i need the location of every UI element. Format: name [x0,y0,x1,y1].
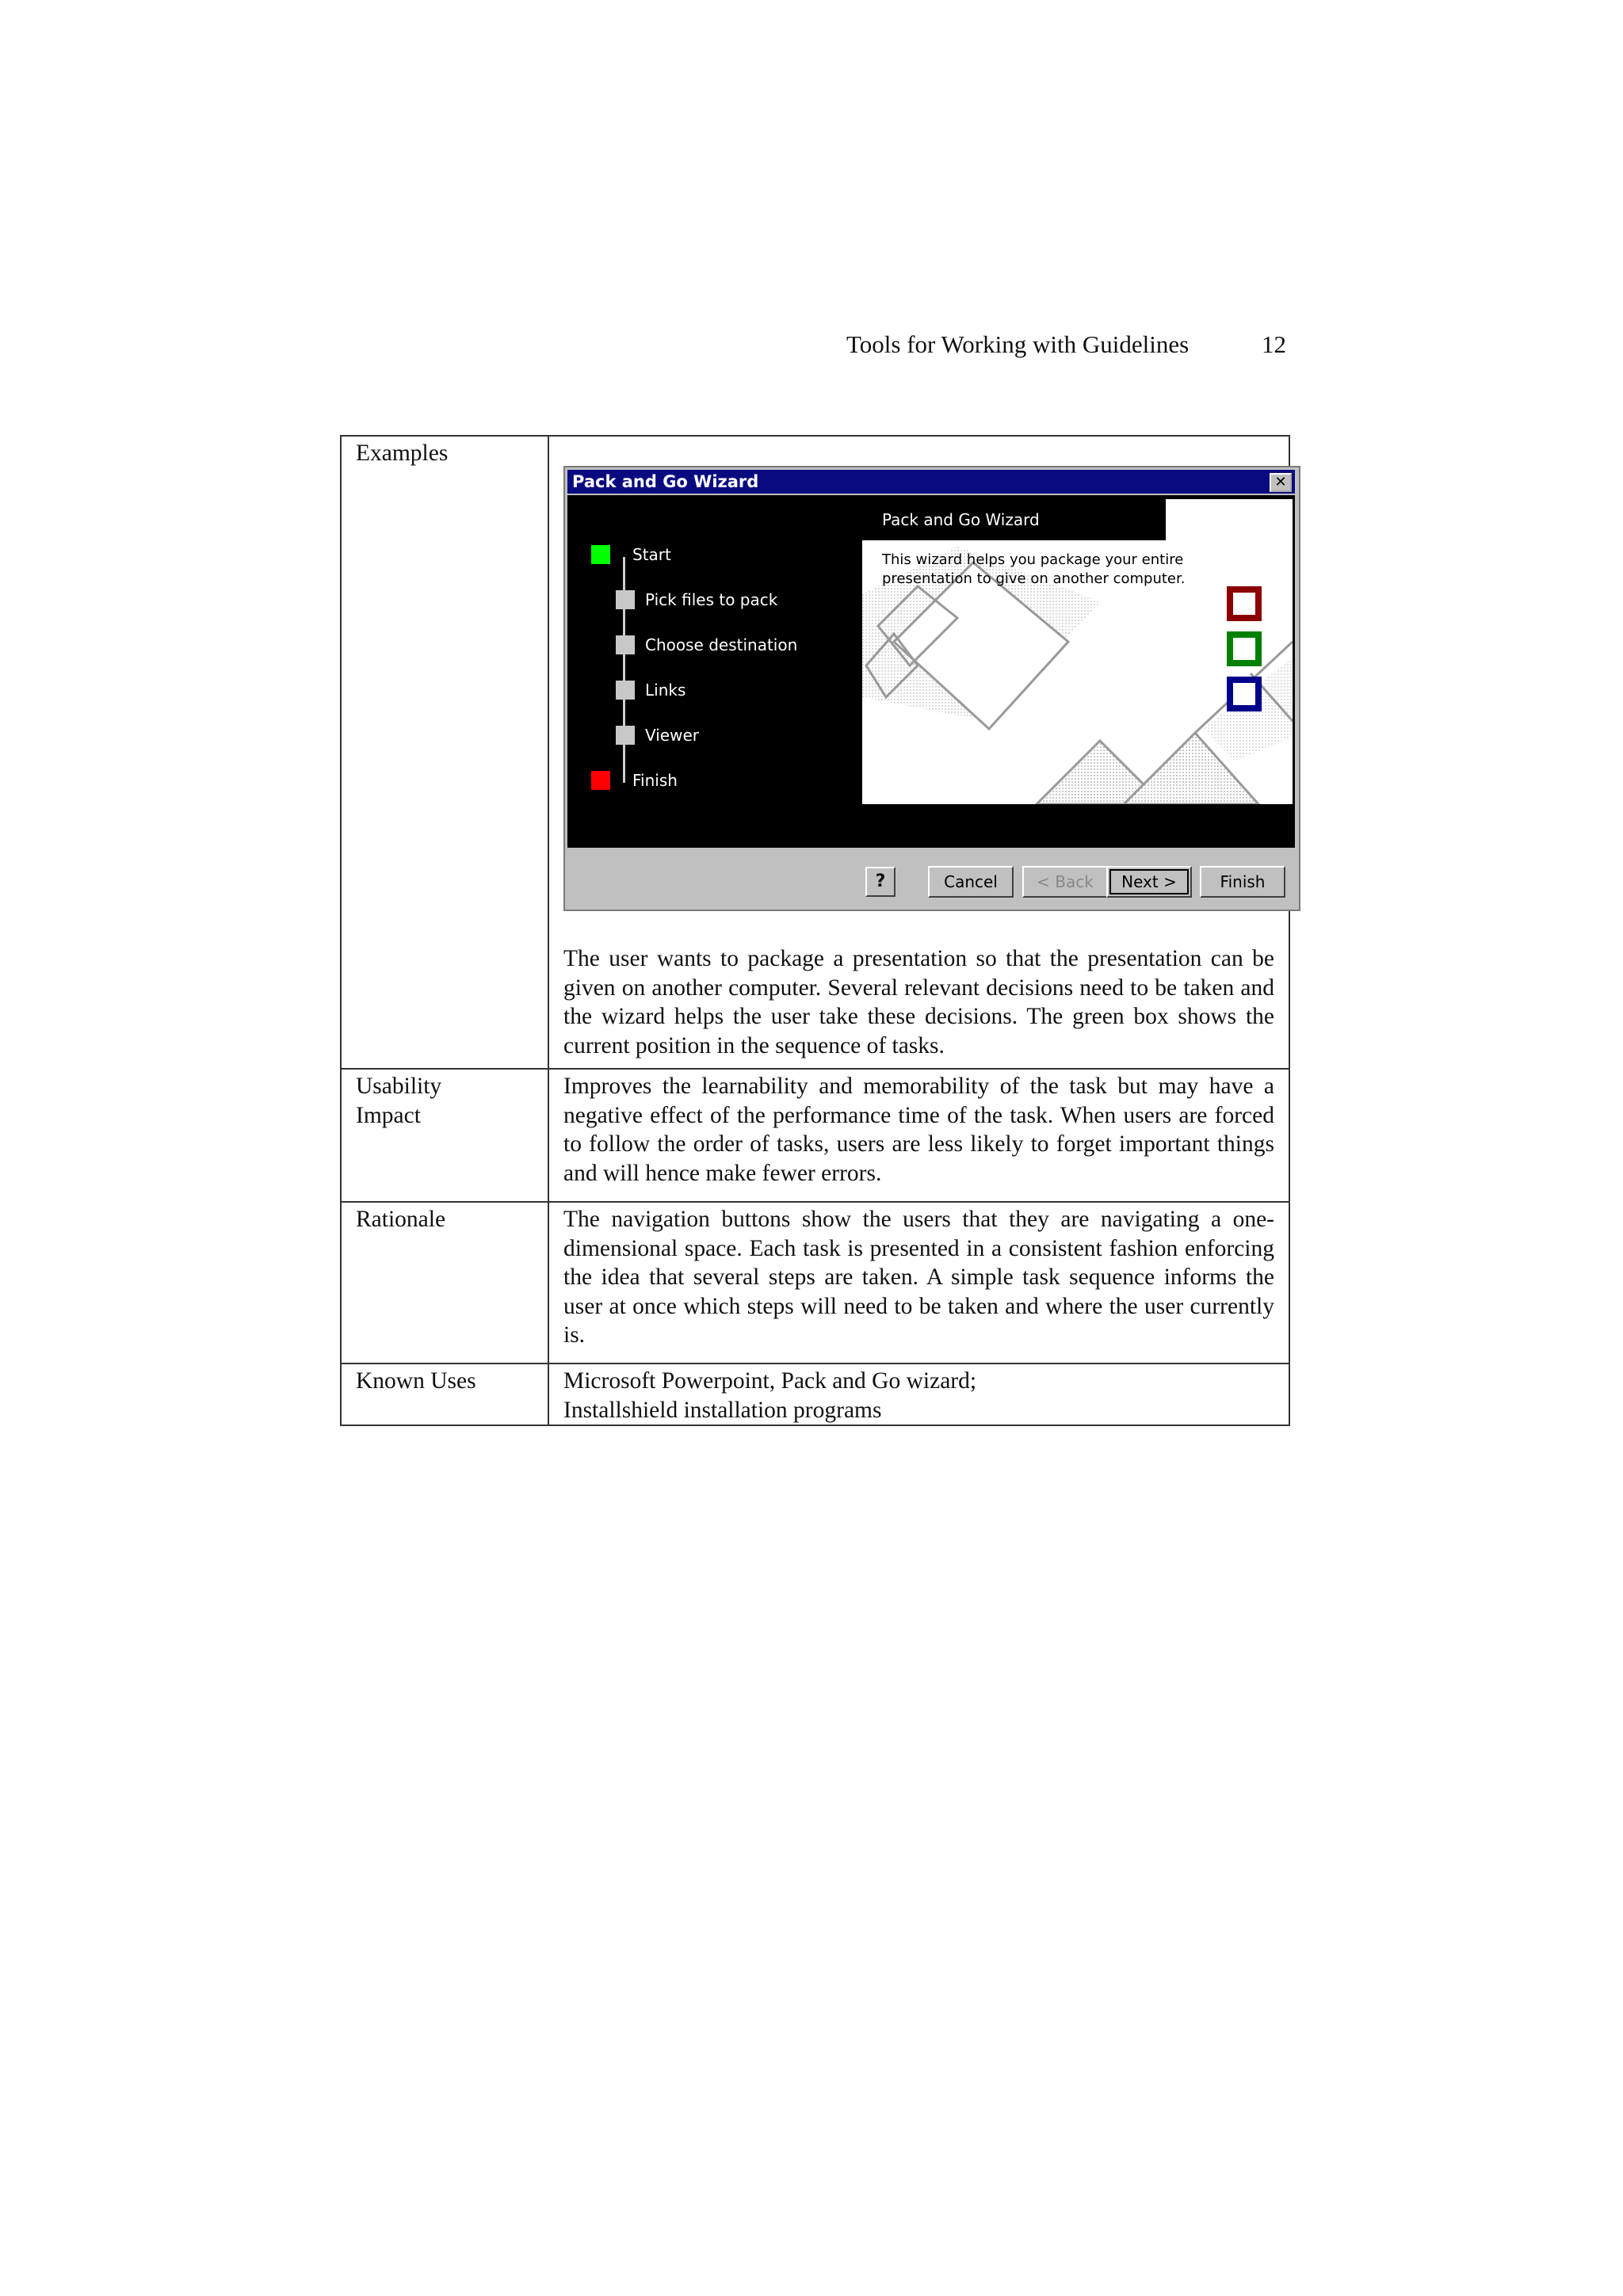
usability-impact-label-line-1: Usability [356,1074,442,1099]
running-head [846,326,1286,363]
row-known-uses [341,1363,1289,1425]
step-finish-marker [591,771,610,790]
known-uses-line-2: Installshield installation programs [563,1397,882,1423]
rationale-label: Rationale [341,1202,548,1363]
close-icon[interactable]: ✕ [1270,473,1292,492]
green-square-icon [1230,635,1258,663]
known-uses-line-1: Microsoft Powerpoint, Pack and Go wizard; [563,1368,977,1394]
step-viewer [591,723,829,747]
step-links-marker [616,681,635,700]
examples-label: Examples [341,436,548,1069]
wizard-step-list [591,543,853,804]
usability-impact-label [341,1069,548,1202]
step-choose-destination-marker [616,635,635,654]
known-uses-label: Known Uses [341,1363,548,1425]
wizard-content-panel [862,499,1293,804]
row-rationale [341,1202,1289,1363]
wizard-content-header: Pack and Go Wizard [862,499,1166,540]
row-examples [341,436,1289,1069]
color-square-icons [1225,585,1265,719]
usability-impact-text: Improves the learnability and memorability of the task but may have a negative effect of the performance time of the task. When users are forced to follow the order of tasks, users are less likely to forget important things and will hence make fewer errors. [548,1069,1289,1202]
running-head-title: Tools for Working with Guidelines [846,330,1190,358]
row-usability-impact [341,1069,1289,1202]
wizard-button-bar [567,848,1295,906]
step-links-label: Links [645,681,686,700]
known-uses-cell [548,1363,1289,1425]
step-pick-files-marker [616,590,635,609]
back-button[interactable]: < Back [1022,866,1108,898]
usability-impact-label-line-2: Impact [356,1102,421,1128]
rationale-text: The navigation buttons show the users that they are navigating a one-dimensional space. Each task is presented in a consistent fashion enforcing the idea that several steps are taken. A simple task sequence informs the user at once which steps will need to be taken and where the user currently is. [548,1202,1289,1363]
wizard-titlebar [567,470,1295,494]
pattern-table [340,435,1290,1426]
examples-cell [548,436,1289,1069]
next-button[interactable]: Next > [1106,866,1192,898]
step-start-marker [591,545,610,564]
step-pick-files-label: Pick files to pack [645,590,778,609]
blue-square-icon [1230,680,1258,708]
step-links [591,678,829,702]
red-square-icon [1230,589,1258,618]
examples-description: The user wants to package a presentation so that the presentation can be given on another computer. Several relevant decisions need to be taken and the wizard helps the user take these decisions. The green box shows the current position in the sequence of tasks. [563,946,1274,1058]
cancel-button[interactable]: Cancel [928,866,1014,898]
wizard-window-title: Pack and Go Wizard [572,472,759,491]
step-choose-destination [591,633,829,657]
wizard-description: This wizard helps you package your entire presentation to give on another computer. [882,551,1186,587]
step-viewer-marker [616,726,635,745]
step-start [591,543,829,566]
step-start-label: Start [632,545,671,564]
step-choose-destination-label: Choose destination [645,635,798,654]
page-number: 12 [1262,330,1286,358]
finish-button[interactable]: Finish [1200,866,1285,898]
step-finish [591,769,829,792]
step-finish-label: Finish [632,771,678,790]
help-button[interactable]: ? [865,867,896,897]
step-pick-files [591,588,829,612]
step-viewer-label: Viewer [645,726,699,745]
wizard-screenshot [563,466,1300,911]
